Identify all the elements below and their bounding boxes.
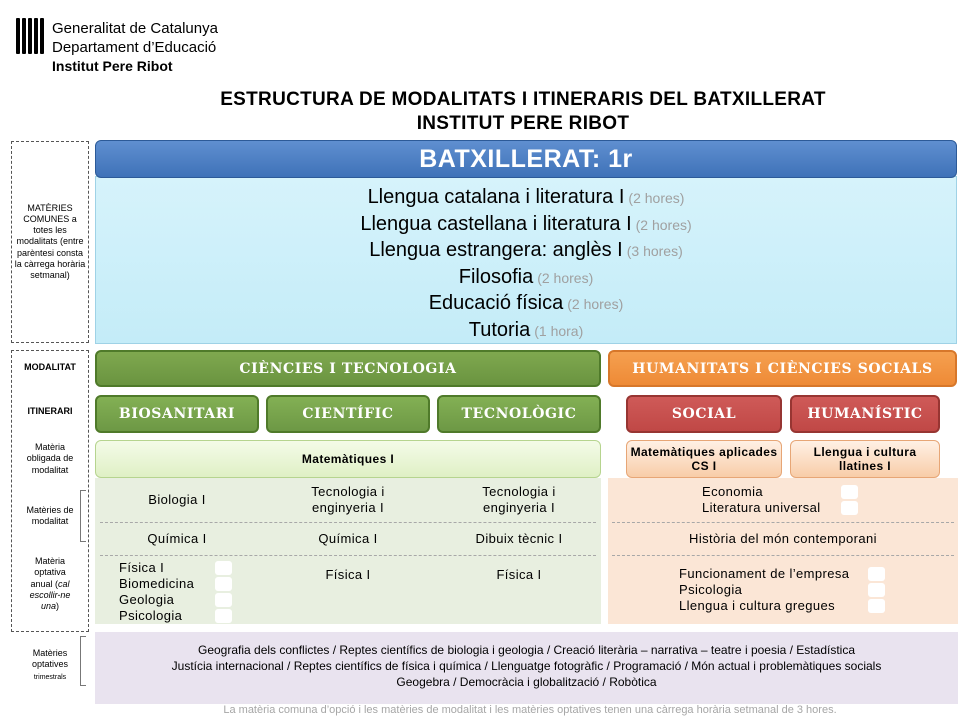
page-subtitle: INSTITUT PERE RIBOT (416, 113, 630, 134)
optatives-trimestrals-panel (95, 632, 958, 704)
school-name: Institut Pere Ribot (52, 58, 173, 74)
divider (100, 555, 596, 556)
list-item: Geologia (119, 592, 175, 607)
itinerari-humanistic: HUMANÍSTIC (790, 395, 940, 433)
common-subject-row: Llengua estrangera: anglès I (3 hores) (369, 239, 683, 262)
common-subject-row: Tutoria (1 hora) (468, 318, 584, 341)
generalitat-logo-icon (16, 18, 44, 54)
divider (612, 555, 954, 556)
trimestral-line: Justícia internacional / Reptes científics de física i química / Llenguatge fotogràfic / Programació / Món actual i problemàtiques socials (171, 659, 882, 673)
trimestral-line: Geografia dels conflictes / Reptes científics de biologia i geologia / Creació literària – narrativa – teatre i poesia / Estadística (197, 643, 855, 657)
obligada-matematiques: Matemàtiques I (95, 440, 601, 478)
label-optativa-anual: Matèria optativa anual (cal escollir-ne una) (29, 556, 71, 611)
subject-historia: Història del món contemporani (689, 530, 877, 546)
bracket-trimestrals (80, 636, 86, 686)
choice-checkbox[interactable] (215, 561, 232, 575)
choice-checkbox[interactable] (868, 583, 885, 597)
label-obligada: Matèria obligada de modalitat (26, 442, 74, 475)
label-materies-comunes: MATÈRIES COMUNES a totes les modalitats (entre parèntesi consta la càrrega horària setmanal) (11, 141, 89, 343)
subject-quimica: Química I (318, 530, 378, 546)
list-item: Biomedicina (119, 576, 195, 591)
label-modalitat: MODALITAT (24, 362, 76, 373)
label-materies-modalitat: Matèries de modalitat (26, 504, 74, 526)
page-title: ESTRUCTURA DE MODALITATS I ITINERARIS DEL BATXILLERAT (220, 89, 826, 110)
list-item: Psicologia (119, 608, 183, 623)
optativa-list-biosanitari (119, 560, 194, 624)
subject-tecnologia-tecnologic: Tecnologia i enginyeria I (482, 483, 556, 515)
choice-checkbox[interactable] (868, 567, 885, 581)
divider (100, 522, 596, 523)
choice-checkbox[interactable] (215, 593, 232, 607)
itinerari-biosanitari: BIOSANITARI (95, 395, 259, 433)
optativa-fisica: Física I (496, 566, 542, 582)
subject-economia: Economia (702, 484, 764, 499)
list-item: Llengua i cultura gregues (679, 598, 835, 613)
choice-checkbox[interactable] (868, 599, 885, 613)
obligada-matematiques-cs: Matemàtiques aplicades CS I (626, 440, 782, 478)
common-subject-row: Filosofia (2 hores) (458, 265, 594, 288)
common-subject-row: Llengua catalana i literatura I (2 hores) (367, 186, 685, 208)
choice-checkbox[interactable] (215, 577, 232, 591)
divider (612, 522, 954, 523)
optativa-list-humanitats (679, 566, 849, 614)
choice-checkbox[interactable] (841, 485, 858, 499)
department-name: Departament d’Educació (52, 39, 217, 56)
list-item: Funcionament de l’empresa (679, 566, 850, 581)
obligada-llatines: Llengua i cultura llatines I (790, 440, 940, 478)
subject-dibuix-tecnic: Dibuix tècnic I (475, 530, 563, 546)
modalitat-humanitats: HUMANITATS I CIÈNCIES SOCIALS (608, 350, 957, 387)
trimestral-line: Geogebra / Democràcia i globalització / Robòtica (396, 675, 657, 689)
subject-biologia: Biologia I (148, 491, 206, 507)
list-item: Psicologia (679, 582, 743, 597)
org-name: Generalitat de Catalunya (52, 20, 218, 37)
subject-literatura-universal: Literatura universal (702, 500, 821, 515)
optativa-fisica: Física I (325, 566, 371, 582)
choice-checkbox[interactable] (215, 609, 232, 623)
label-optatives-trimestrals: Matèries optatives trimestrals (31, 648, 69, 681)
batxillerat-heading: BATXILLERAT: 1r (95, 140, 957, 178)
common-subjects-panel (95, 176, 957, 344)
list-item: Física I (119, 560, 165, 575)
footer-note: La matèria comuna d’opció i les matèries de modalitat i les matèries optatives tenen una càrrega horària setmanal de 3 hores. (223, 704, 837, 716)
bracket-modalitat (80, 490, 86, 542)
choice-checkbox[interactable] (841, 501, 858, 515)
itinerari-tecnologic: TECNOLÒGIC (437, 395, 601, 433)
common-subject-row: Llengua castellana i literatura I (2 hores) (360, 212, 692, 235)
itinerari-social: SOCIAL (626, 395, 782, 433)
label-itinerari: ITINERARI (27, 406, 73, 417)
subject-quimica: Química I (147, 530, 207, 546)
common-subject-row: Educació física (2 hores) (428, 292, 624, 315)
itinerari-cientific: CIENTÍFIC (266, 395, 430, 433)
subject-tecnologia-cientific: Tecnologia i enginyeria I (311, 483, 385, 515)
modalitat-ciencies: CIÈNCIES I TECNOLOGIA (95, 350, 601, 387)
